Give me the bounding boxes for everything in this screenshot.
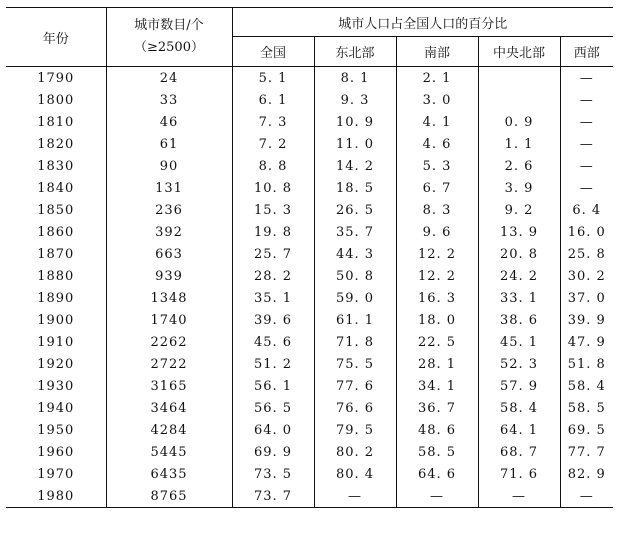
west-share-cell: 69. 5 [560,419,613,441]
national-share-cell: 64. 0 [232,419,314,441]
table-row [6,265,613,287]
table-row [6,177,613,199]
north-central-share-cell: 57. 9 [478,375,560,397]
table-row [6,111,613,133]
table-row [6,155,613,177]
north-central-share-cell: 3. 9 [478,177,560,199]
north-central-share-cell: 38. 6 [478,309,560,331]
year-cell: 1860 [37,224,75,240]
national-share-cell: 19. 8 [232,221,314,243]
table-row [6,463,613,485]
west-share-cell: 47. 9 [560,331,613,353]
national-share-cell: 51. 2 [232,353,314,375]
west-share-cell: 37. 0 [560,287,613,309]
west-share-cell: — [560,67,613,90]
year-cell: 1950 [37,422,75,438]
table-row [6,243,613,265]
northeast-share-cell: 44. 3 [314,243,396,265]
year-cell: 1980 [6,485,106,508]
northeast-share-cell: 26. 5 [314,199,396,221]
table-row [6,419,613,441]
south-share-cell: 2. 1 [396,67,478,90]
year-cell: 1850 [37,202,75,218]
year-cell: 1830 [37,158,75,174]
city-count-cell: 4284 [106,419,232,441]
year-cell: 1840 [37,180,75,196]
north-central-share-cell: 52. 3 [478,353,560,375]
national-share-cell: 39. 6 [232,309,314,331]
city-count-cell: 939 [106,265,232,287]
table-row [6,309,613,331]
city-count-cell: 90 [106,155,232,177]
city-count-cell: 5445 [106,441,232,463]
year-cell: 1960 [37,444,75,460]
urban-share-group-header: 城市人口占全国人口的百分比 [232,8,613,37]
national-share-cell: 6. 1 [232,89,314,111]
region-header-northeast: 东北部 [314,37,396,67]
south-share-cell: 28. 1 [396,353,478,375]
year-cell: 1800 [37,92,75,108]
table-header [6,8,613,67]
table-row [6,221,613,243]
city-count-cell: 46 [106,111,232,133]
northeast-share-cell: 8. 1 [314,67,396,90]
northeast-share-cell: 71. 8 [314,331,396,353]
south-share-cell: 18. 0 [396,309,478,331]
city-count-cell: 8765 [106,485,232,508]
south-share-cell: 12. 2 [396,265,478,287]
table-row [6,67,613,90]
city-count-cell: 131 [106,177,232,199]
city-count-cell: 24 [106,67,232,90]
northeast-share-cell: 76. 6 [314,397,396,419]
table-row [6,353,613,375]
west-share-cell: 30. 2 [560,265,613,287]
region-header-north-central: 中央北部 [478,37,560,67]
national-share-cell: 10. 8 [232,177,314,199]
northeast-share-cell: 11. 0 [314,133,396,155]
national-share-cell: 25. 7 [232,243,314,265]
city-count-cell: 663 [106,243,232,265]
north-central-share-cell: 9. 2 [478,199,560,221]
west-share-cell: 58. 4 [560,375,613,397]
national-share-cell: 28. 2 [232,265,314,287]
region-header-national: 全国 [232,37,314,67]
west-share-cell: — [560,89,613,111]
city-count-cell: 61 [106,133,232,155]
northeast-share-cell: 14. 2 [314,155,396,177]
north-central-share-cell: — [478,485,560,508]
west-share-cell: — [560,111,613,133]
year-cell: 1970 [37,466,75,482]
west-share-cell: 77. 7 [560,441,613,463]
west-share-cell: 25. 8 [560,243,613,265]
south-share-cell: 48. 6 [396,419,478,441]
national-share-cell: 7. 3 [232,111,314,133]
city-count-cell: 1740 [106,309,232,331]
west-share-cell: 58. 5 [560,397,613,419]
city-count-header-line2: （≥2500） [134,40,204,55]
west-share-cell: 16. 0 [560,221,613,243]
north-central-share-cell [478,89,560,111]
table-row [6,287,613,309]
northeast-share-cell: 9. 3 [314,89,396,111]
west-share-cell: — [560,485,613,508]
north-central-share-cell: 13. 9 [478,221,560,243]
table-row [6,397,613,419]
north-central-share-cell: 71. 6 [478,463,560,485]
year-cell: 1910 [37,334,75,350]
south-share-cell: 4. 6 [396,133,478,155]
year-cell: 1820 [37,136,75,152]
national-share-cell: 56. 5 [232,397,314,419]
northeast-share-cell: 59. 0 [314,287,396,309]
city-count-cell: 33 [106,89,232,111]
west-share-cell: 6. 4 [560,199,613,221]
table-row [6,199,613,221]
national-share-cell: 45. 6 [232,331,314,353]
south-share-cell: — [396,485,478,508]
northeast-share-cell: 77. 6 [314,375,396,397]
year-cell: 1880 [37,268,75,284]
north-central-share-cell: 0. 9 [478,111,560,133]
city-count-cell: 2262 [106,331,232,353]
city-count-cell: 236 [106,199,232,221]
year-header: 年份 [6,8,106,67]
northeast-share-cell: 18. 5 [314,177,396,199]
region-header-south: 南部 [396,37,478,67]
header-row-top [6,8,613,37]
northeast-share-cell: 35. 7 [314,221,396,243]
year-cell: 1900 [37,312,75,328]
table-body [6,67,613,508]
year-cell: 1870 [37,246,75,262]
city-count-header-line1: 城市数目/个 [134,18,204,33]
north-central-share-cell: 2. 6 [478,155,560,177]
west-share-cell: — [560,133,613,155]
northeast-share-cell: 75. 5 [314,353,396,375]
northeast-share-cell: 61. 1 [314,309,396,331]
year-cell: 1790 [37,70,75,86]
south-share-cell: 58. 5 [396,441,478,463]
table-row [6,89,613,111]
table-row [6,375,613,397]
city-count-cell: 3165 [106,375,232,397]
national-share-cell: 15. 3 [232,199,314,221]
table-row [6,133,613,155]
northeast-share-cell: 79. 5 [314,419,396,441]
west-share-cell: — [560,177,613,199]
west-share-cell: 82. 9 [560,463,613,485]
year-cell: 1920 [37,356,75,372]
year-cell: 1890 [37,290,75,306]
north-central-share-cell: 33. 1 [478,287,560,309]
national-share-cell: 56. 1 [232,375,314,397]
north-central-share-cell: 68. 7 [478,441,560,463]
northeast-share-cell: 50. 8 [314,265,396,287]
national-share-cell: 73. 5 [232,463,314,485]
northeast-share-cell: — [314,485,396,508]
city-count-cell: 2722 [106,353,232,375]
national-share-cell: 73. 7 [232,485,314,508]
south-share-cell: 12. 2 [396,243,478,265]
north-central-share-cell [478,67,560,90]
north-central-share-cell: 58. 4 [478,397,560,419]
northeast-share-cell: 80. 4 [314,463,396,485]
national-share-cell: 7. 2 [232,133,314,155]
national-share-cell: 8. 8 [232,155,314,177]
south-share-cell: 5. 3 [396,155,478,177]
table-row [6,331,613,353]
north-central-share-cell: 20. 8 [478,243,560,265]
national-share-cell: 35. 1 [232,287,314,309]
west-share-cell: — [560,155,613,177]
west-share-cell: 51. 8 [560,353,613,375]
north-central-share-cell: 1. 1 [478,133,560,155]
south-share-cell: 6. 7 [396,177,478,199]
south-share-cell: 22. 5 [396,331,478,353]
table-row [6,485,613,508]
city-count-header [106,8,232,67]
south-share-cell: 64. 6 [396,463,478,485]
year-cell: 1810 [37,114,75,130]
south-share-cell: 16. 3 [396,287,478,309]
urban-population-table [6,7,613,508]
northeast-share-cell: 10. 9 [314,111,396,133]
south-share-cell: 9. 6 [396,221,478,243]
south-share-cell: 36. 7 [396,397,478,419]
region-header-west: 西部 [560,37,613,67]
north-central-share-cell: 45. 1 [478,331,560,353]
south-share-cell: 8. 3 [396,199,478,221]
northeast-share-cell: 80. 2 [314,441,396,463]
city-count-cell: 3464 [106,397,232,419]
city-count-cell: 6435 [106,463,232,485]
national-share-cell: 69. 9 [232,441,314,463]
national-share-cell: 5. 1 [232,67,314,90]
year-cell: 1930 [37,378,75,394]
table-row [6,441,613,463]
north-central-share-cell: 24. 2 [478,265,560,287]
city-count-cell: 1348 [106,287,232,309]
north-central-share-cell: 64. 1 [478,419,560,441]
south-share-cell: 4. 1 [396,111,478,133]
south-share-cell: 34. 1 [396,375,478,397]
south-share-cell: 3. 0 [396,89,478,111]
city-count-cell: 392 [106,221,232,243]
year-cell: 1940 [37,400,75,416]
west-share-cell: 39. 9 [560,309,613,331]
